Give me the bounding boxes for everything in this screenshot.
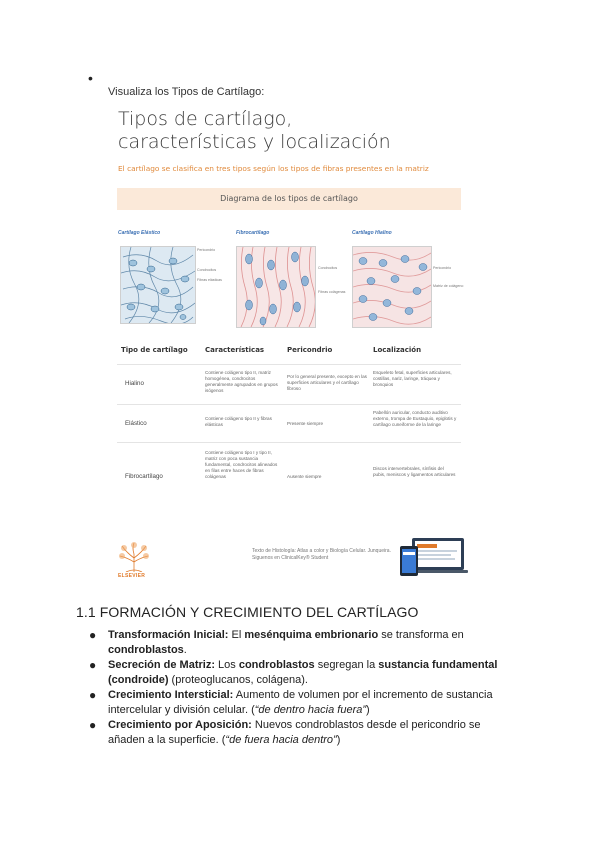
item-term: condroblastos xyxy=(238,659,315,671)
bullet-marker: ● xyxy=(89,718,97,732)
list-item xyxy=(88,688,518,718)
elsevier-logo-text: ELSEVIER xyxy=(118,573,146,579)
row-perichondrium: Presente siempre xyxy=(287,421,324,426)
growth-list xyxy=(88,628,518,748)
bullet-marker: ● xyxy=(89,688,97,702)
row-characteristics: Contiene colágeno tipo II y fibras elásticas xyxy=(205,416,272,427)
item-title: Secreción de Matriz: xyxy=(108,659,215,671)
item-title: Crecimiento por Aposición: xyxy=(108,719,252,731)
item-term: mesénquima embrionario xyxy=(244,629,379,641)
table-header: Características xyxy=(205,346,265,354)
table-header-row xyxy=(117,340,461,365)
item-quote: “de fuera hacia dentro” xyxy=(225,734,337,746)
panel-label-fibrocartilage: Fibrocartílago xyxy=(236,230,270,236)
anno-fibro-fibras: Fibras colágenas xyxy=(318,290,346,294)
item-text: ) xyxy=(336,734,341,746)
anno-elastic-condrocitos: Condrocitos xyxy=(197,268,217,272)
item-text: Aumento de volumen por el incremento de sustancia intercelular y división celular. ( xyxy=(108,689,493,716)
item-text: . xyxy=(183,644,187,656)
row-location: Discos intervertebrales, sínfisis del pubis, meniscos y ligamentos articulares xyxy=(373,466,456,477)
clinicalkey-devices-image xyxy=(398,536,468,582)
infographic-title-line1: Tipos de cartílago, xyxy=(118,108,293,130)
list-item xyxy=(88,628,518,658)
intro-text: Visualiza los Tipos de Cartílago: xyxy=(108,86,265,98)
infographic-subtitle: El cartílago se clasifica en tres tipos según los tipos de fibras presentes en la matriz xyxy=(118,164,429,173)
section-heading: 1.1 FORMACIÓN Y CRECIMIENTO DEL CARTÍLAGO xyxy=(76,604,419,620)
anno-hyaline-matriz: Matriz de colágeno xyxy=(433,284,464,288)
row-location: Pabellón auricular, conducto auditivo externo, trompa de Eustaquio, epiglotis y cartílago cuneiforme de la laringe xyxy=(373,410,457,427)
item-text: se transforma en xyxy=(378,629,464,641)
row-perichondrium: Por lo general presente, excepto en las superficies articulares y el cartílago fibroso xyxy=(287,374,367,391)
hyaline-cartilage-micrograph xyxy=(352,246,432,328)
diagram-title-bar xyxy=(117,188,461,210)
row-location: Esqueleto fetal, superficies articulares, costillas, nariz, laringe, tráquea y bronquios xyxy=(373,370,452,387)
bullet-marker: ● xyxy=(89,628,97,642)
diagram-title: Diagrama de los tipos de cartílago xyxy=(220,194,358,203)
item-term: sustancia fundamental (condroide) xyxy=(108,659,498,686)
item-title: Crecimiento Intersticial: xyxy=(108,689,234,701)
anno-fibro-condrocitos: Condrocitos xyxy=(318,266,338,270)
elastic-cartilage-micrograph xyxy=(120,246,196,324)
table-header: Localización xyxy=(373,346,422,354)
table-row xyxy=(117,442,461,510)
row-type: Elástico xyxy=(125,420,147,427)
list-item xyxy=(88,658,518,688)
row-type: Hialino xyxy=(125,380,144,387)
panel-label-hyaline: Cartílago Hialino xyxy=(352,230,392,236)
list-item xyxy=(88,718,518,748)
row-type: Fibrocartílago xyxy=(125,473,163,480)
elsevier-tree-icon xyxy=(116,542,152,572)
row-perichondrium: Ausente siempre xyxy=(287,474,322,479)
bullet-marker: ● xyxy=(89,658,97,672)
table-row xyxy=(117,364,461,405)
item-text: ) xyxy=(366,704,370,716)
infographic-title xyxy=(118,108,391,154)
item-quote: “de dentro hacia fuera” xyxy=(254,704,367,716)
anno-elastic-pericondrio: Pericondrio xyxy=(197,248,216,252)
panel-label-elastic: Cartílago Elástico xyxy=(118,230,161,236)
table-header: Tipo de cartílago xyxy=(121,346,188,354)
row-characteristics: Contiene colágeno tipo I y tipo II, matriz con poca sustancia fundamental, condrocitos alineados en filas entre haces de fibras colágenas xyxy=(205,450,278,479)
fibrocartilage-micrograph xyxy=(236,246,316,328)
item-text: Los xyxy=(214,659,239,671)
item-title: Transformación Inicial: xyxy=(108,629,229,641)
item-term: condroblastos xyxy=(108,644,184,656)
elsevier-promo-text: Texto de Histología: Atlas a color y Biología Celular. Junqueira. Siguenos en ClinicalKey® Student xyxy=(252,548,391,561)
item-text: segregan la xyxy=(314,659,379,671)
bullet-marker: • xyxy=(88,70,93,86)
item-text: (proteoglucanos, colágena). xyxy=(168,674,308,686)
item-text: Nuevos condroblastos desde el pericondrio se añaden a la superficie. ( xyxy=(108,719,481,746)
table-row xyxy=(117,404,461,443)
row-characteristics: Contiene colágeno tipo II, matriz homogénea, condrocitos generalmente agrupados en grupos isógenos xyxy=(205,370,278,393)
table-header: Pericondrio xyxy=(287,346,333,354)
infographic-title-line2: características y localización xyxy=(118,131,391,153)
anno-hyaline-pericondrio: Pericondrio xyxy=(433,266,452,270)
item-text: El xyxy=(228,629,245,641)
anno-elastic-fibras: Fibras elásticas xyxy=(197,278,222,282)
